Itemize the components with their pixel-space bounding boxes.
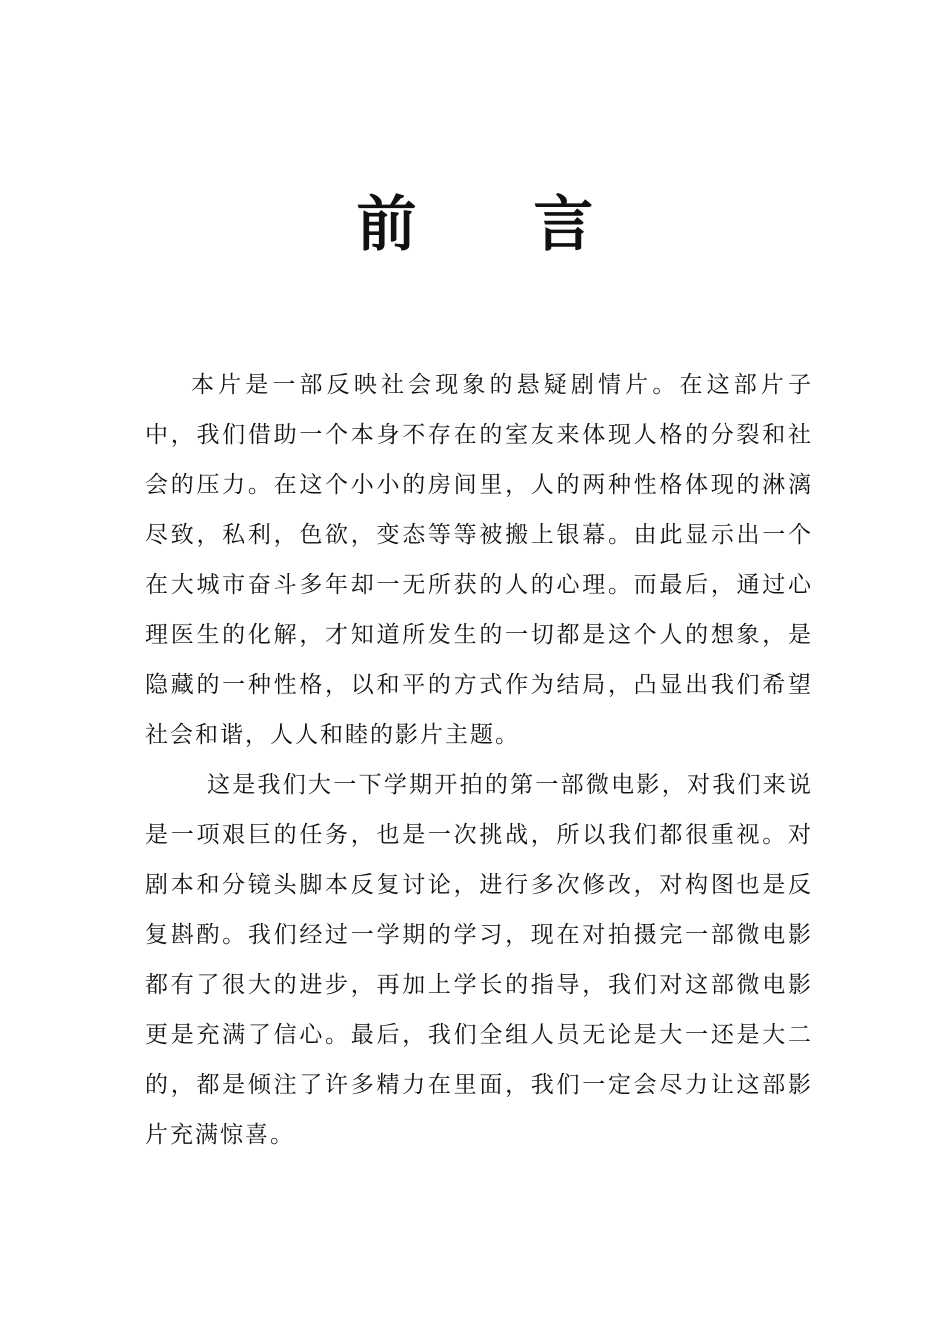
paragraph-2: 这是我们大一下学期开拍的第一部微电影，对我们来说是一项艰巨的任务，也是一次挑战，所以我们都很重视。对剧本和分镜头脚本反复讨论，进行多次修改，对构图也是反复斟酌。我们经过一学期的学习，现在对拍摄完一部微电影都有了很大的进步，再加上学长的指导，我们对这部微电影更是充满了信心。最后，我们全组人员无论是大一还是大二的，都是倾注了许多精力在里面，我们一定会尽力让这部影片充满惊喜。 (145, 772, 813, 1148)
body-text (145, 360, 813, 1160)
page-title: 前 言 (356, 190, 642, 260)
paragraph-1: 本片是一部反映社会现象的悬疑剧情片。在这部片子中，我们借助一个本身不存在的室友来体现人格的分裂和社会的压力。在这个小小的房间里，人的两种性格体现的淋漓尽致，私利，色欲，变态等等被搬上银幕。由此显示出一个在大城市奋斗多年却一无所获的人的心理。而最后，通过心理医生的化解，才知道所发生的一切都是这个人的想象，是隐藏的一种性格，以和平的方式作为结局，凸显出我们希望社会和谐，人人和睦的影片主题。 (145, 372, 813, 748)
